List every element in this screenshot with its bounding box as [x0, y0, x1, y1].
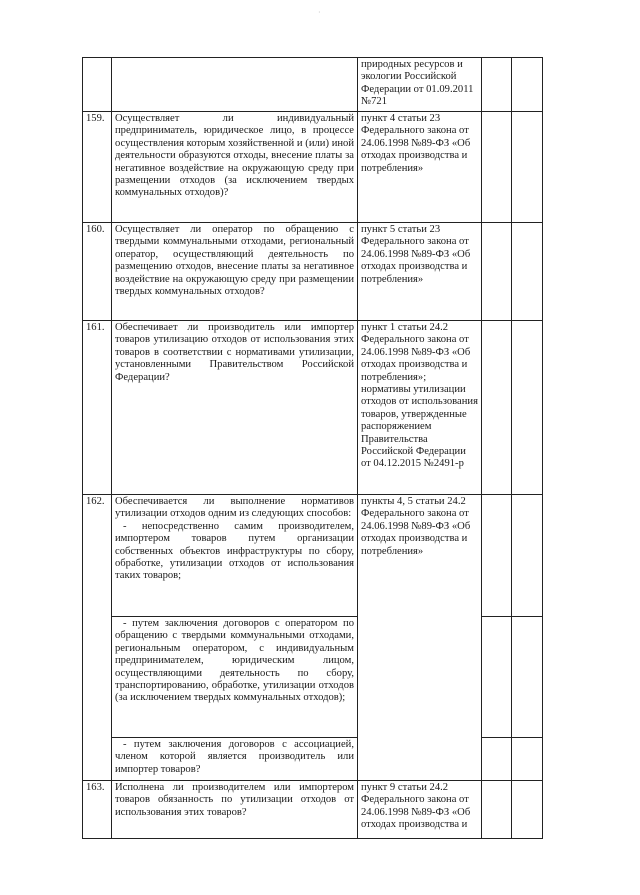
legal-reference-cell: пункт 1 статьи 24.2 Федерального закона от 24.06.1998 №89-ФЗ «Об отходах производства и потребления»; нормативы утилизации отходов от использования товаров, утвержденные распоряжением Правительства Российской Федерации от 04.12.2015 №2491-р: [358, 321, 482, 495]
table-row: [83, 321, 543, 495]
answer-cell-no[interactable]: [512, 223, 543, 321]
answer-cell-yes[interactable]: [482, 112, 512, 223]
legal-reference-cell: пункт 9 статьи 24.2 Федерального закона от 24.06.1998 №89-ФЗ «Об отходах производства и: [358, 781, 482, 839]
row-number: 159.: [83, 112, 112, 223]
answer-cell-no[interactable]: [512, 738, 543, 781]
option-contract-association: - путем заключения договоров с ассоциацией, членом которой является производитель или импортер товаров?: [112, 738, 358, 781]
legal-reference-cell: природных ресурсов и экологии Российской Федерации от 01.09.2011 №721: [358, 58, 482, 112]
page-mark: ·: [318, 8, 321, 17]
question-cell: Обеспечивает ли производитель или импортер товаров утилизацию отходов от использования этих товаров в соответствии с нормативами утилизации, установленными Правительством Российской Федерации?: [112, 321, 358, 495]
row-number: 163.: [83, 781, 112, 839]
requirements-table: [82, 57, 543, 839]
row-number: [83, 58, 112, 112]
answer-cell-no[interactable]: [512, 495, 543, 617]
answer-cell-no[interactable]: [512, 617, 543, 738]
question-cell: Исполнена ли производителем или импортером товаров обязанность по утилизации отходов от использования этих товаров?: [112, 781, 358, 839]
row-number: 162.: [83, 495, 112, 781]
table-row: [83, 781, 543, 839]
answer-cell-yes[interactable]: [482, 617, 512, 738]
answer-cell-no[interactable]: [512, 321, 543, 495]
question-intro: Обеспечивается ли выполнение нормативов утилизации отходов одним из следующих способов:: [115, 496, 354, 520]
table-row: [83, 223, 543, 321]
answer-cell-yes[interactable]: [482, 321, 512, 495]
question-cell: Осуществляет ли индивидуальный предприниматель, юридическое лицо, в процессе осуществления которым хозяйственной и (или) иной деятельности образуются отходы, внесение платы за негативное воздействие на окружающую среду при размещении отходов (за исключением твердых коммунальных отходов)?: [112, 112, 358, 223]
option-own-infrastructure: - непосредственно самим производителем, импортером товаров путем организации собственных объектов инфраструктуры по сбору, обработке, утилизации отходов от использования таких товаров;: [115, 520, 354, 582]
answer-cell-yes[interactable]: [482, 495, 512, 617]
row-number: 160.: [83, 223, 112, 321]
question-cell: Осуществляет ли оператор по обращению с твердыми коммунальными отходами, региональный оператор, осуществляющий деятельность по размещению отходов, внесение платы за негативное воздействие на окружающую среду при размещении твердых коммунальных отходов?: [112, 223, 358, 321]
question-cell: [112, 58, 358, 112]
answer-cell-no[interactable]: [512, 58, 543, 112]
legal-reference-cell: пункт 5 статьи 23 Федерального закона от 24.06.1998 №89-ФЗ «Об отходах производства и потребления»: [358, 223, 482, 321]
row-number: 161.: [83, 321, 112, 495]
answer-cell-yes[interactable]: [482, 738, 512, 781]
option-contract-operator: - путем заключения договоров с оператором по обращению с твердыми коммунальными отходами, региональным оператором, с индивидуальным предпринимателем, юридическим лицом, осуществляющими деятельность по сбору, транспортированию, обработке, утилизации отходов (за исключением твердых коммунальных отходов);: [112, 617, 358, 738]
legal-reference-cell: пункты 4, 5 статьи 24.2 Федерального закона от 24.06.1998 №89-ФЗ «Об отходах производства и потребления»: [358, 495, 482, 781]
answer-cell-no[interactable]: [512, 112, 543, 223]
answer-cell-yes[interactable]: [482, 223, 512, 321]
legal-reference-cell: пункт 4 статьи 23 Федерального закона от 24.06.1998 №89-ФЗ «Об отходах производства и потребления»: [358, 112, 482, 223]
table-row: [83, 495, 543, 617]
table-row: [83, 112, 543, 223]
question-cell: [112, 495, 358, 617]
table-row: [83, 58, 543, 112]
answer-cell-no[interactable]: [512, 781, 543, 839]
answer-cell-yes[interactable]: [482, 58, 512, 112]
answer-cell-yes[interactable]: [482, 781, 512, 839]
